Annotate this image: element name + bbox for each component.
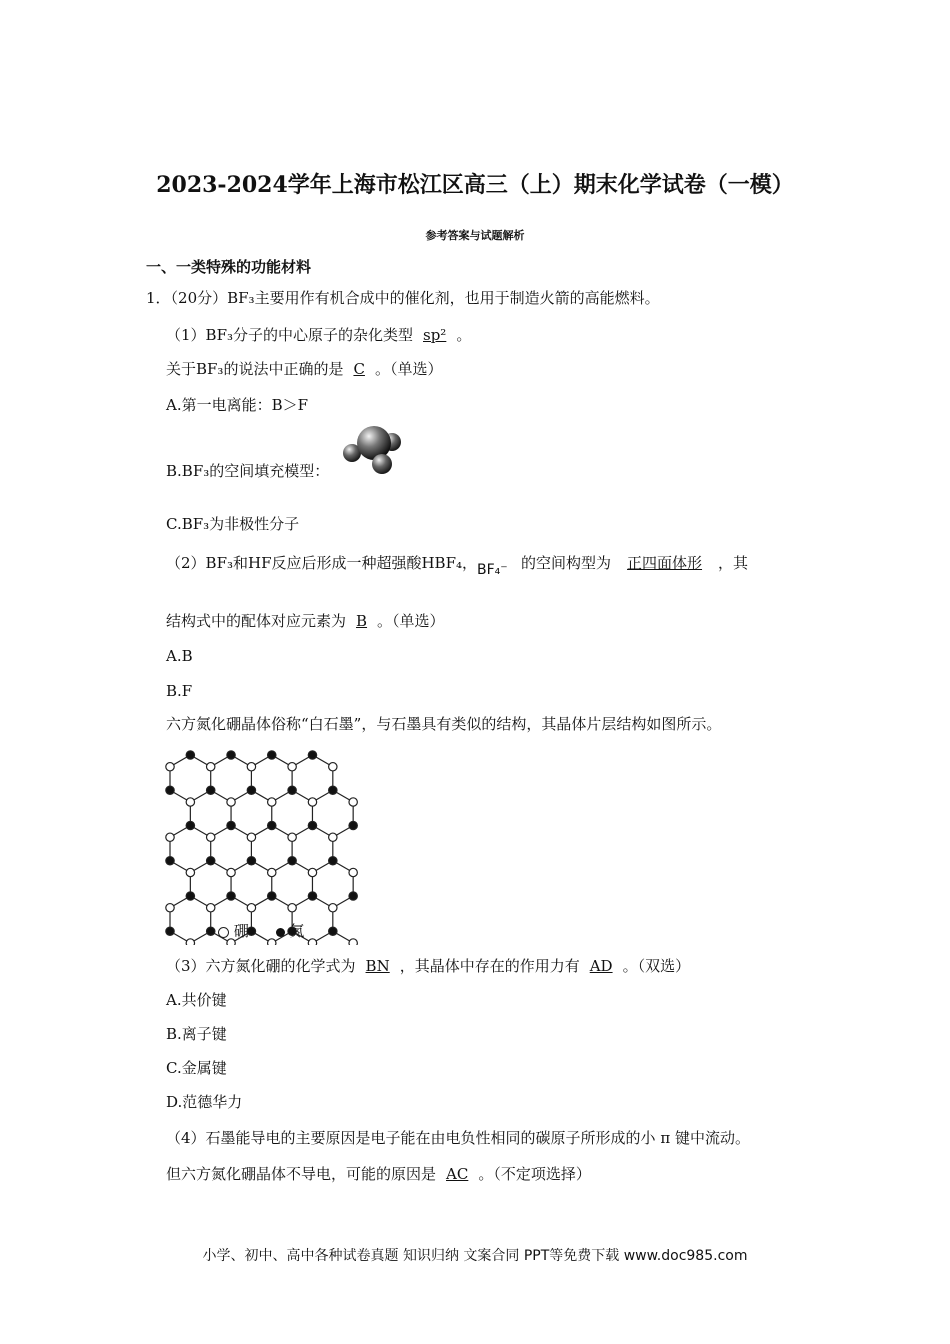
nitrogen-atom (227, 821, 235, 829)
nitrogen-atom (349, 892, 357, 900)
nitrogen-atom (329, 857, 337, 865)
boron-atom (268, 798, 276, 806)
boron-atom (207, 763, 215, 771)
nitrogen-atom (166, 786, 174, 794)
part1b-suffix: 。（单选） (374, 360, 443, 378)
question-stem: 1．（20分）BF₃主要用作有机合成中的催化剂，也用于制造火箭的高能燃料。 (146, 289, 660, 307)
part4-suffix: 。（不定项选择） (478, 1165, 591, 1183)
part4-prefix: 但六方氮化硼晶体不导电，可能的原因是 (166, 1165, 437, 1183)
boron-atom (288, 763, 296, 771)
part4-line1: （4）石墨能导电的主要原因是电子能在由电负性相同的碳原子所形成的小 π 键中流动。 (166, 1129, 750, 1147)
boron-atom (268, 868, 276, 876)
boron-atom (186, 798, 194, 806)
nitrogen-atom (166, 927, 174, 935)
nitrogen-atom (227, 751, 235, 759)
page-title: 2023-2024学年上海市松江区高三（上）期末化学试卷（一模） (156, 172, 794, 198)
nitrogen-atom (268, 751, 276, 759)
part3-mid: ，其晶体中存在的作用力有 (399, 957, 580, 975)
part2-mid: 的空间构型为 (521, 554, 612, 572)
boron-atom (227, 798, 235, 806)
boron-atom (166, 904, 174, 912)
option-a: A.第一电离能：B＞F (166, 396, 309, 414)
part3-option-a: A.共价键 (166, 991, 227, 1009)
part2b-prefix: 结构式中的配体对应元素为 (166, 612, 347, 630)
boron-atom (166, 833, 174, 841)
bf4-ion: BF₄⁻ (477, 562, 508, 578)
part2-option-b: B.F (166, 682, 193, 700)
boron-atom (247, 763, 255, 771)
boron-atom (308, 868, 316, 876)
part1-line (166, 325, 471, 345)
nitrogen-atom (207, 857, 215, 865)
part2b-line (166, 611, 445, 631)
boron-atom (329, 763, 337, 771)
legend-boron: 硼 (233, 922, 249, 940)
part2-line (166, 553, 749, 578)
part3-prefix: （3）六方氮化硼的化学式为 (166, 957, 356, 975)
nitrogen-atom (329, 786, 337, 794)
legend-nitrogen: 氮 (289, 922, 305, 940)
page-subtitle: 参考答案与试题解析 (425, 229, 525, 242)
option-c: C.BF₃为非极性分子 (166, 515, 300, 533)
boron-legend-icon (218, 927, 229, 938)
part3-line (166, 956, 690, 976)
boron-atom (349, 939, 357, 945)
nitrogen-atom (349, 821, 357, 829)
part2-answer: 正四面体形 (627, 554, 703, 572)
part1b-answer: C (353, 360, 365, 378)
boron-atom (247, 833, 255, 841)
nitrogen-atom (308, 821, 316, 829)
boron-atom (166, 763, 174, 771)
nitrogen-atom (308, 751, 316, 759)
nitrogen-atom (227, 892, 235, 900)
section-heading: 一、一类特殊的功能材料 (146, 258, 312, 276)
nitrogen-atom (288, 857, 296, 865)
part4-line2 (166, 1164, 591, 1184)
boron-atom (207, 833, 215, 841)
part2-suffix: ，其 (718, 554, 749, 572)
nitrogen-atom (186, 892, 194, 900)
nitrogen-atom (329, 927, 337, 935)
nitrogen-legend-icon (276, 928, 285, 937)
part2-prefix: （2）BF₃和HF反应后形成一种超强酸HBF₄， (166, 554, 478, 572)
boron-atom (207, 904, 215, 912)
boron-atom (227, 868, 235, 876)
bn-lattice-diagram (158, 745, 378, 945)
boron-atom (308, 939, 316, 945)
part1b-prefix: 关于BF₃的说法中正确的是 (166, 360, 344, 378)
part1-suffix: 。 (456, 326, 472, 344)
boron-atom (349, 868, 357, 876)
bf3-space-filling-model (338, 422, 408, 480)
part3-option-d: D.范德华力 (166, 1093, 243, 1111)
nitrogen-atom (288, 786, 296, 794)
part1b-line (166, 359, 442, 379)
option-b: B.BF₃的空间填充模型： (166, 462, 330, 480)
nitrogen-atom (308, 892, 316, 900)
nitrogen-atom (186, 821, 194, 829)
nitrogen-atom (166, 857, 174, 865)
part1-answer: sp² (423, 326, 447, 344)
part1-prefix: （1）BF₃分子的中心原子的杂化类型 (166, 326, 413, 344)
part4-answer: AC (446, 1165, 469, 1183)
boron-atom (186, 939, 194, 945)
part2b-suffix: 。（单选） (377, 612, 445, 630)
boron-atom (247, 904, 255, 912)
nitrogen-atom (247, 857, 255, 865)
part3-option-c: C.金属键 (166, 1059, 227, 1077)
part3-option-b: B.离子键 (166, 1025, 227, 1043)
nitrogen-atom (268, 892, 276, 900)
nitrogen-atom (186, 751, 194, 759)
boron-atom (288, 904, 296, 912)
part3-answer-formula: BN (365, 957, 390, 975)
boron-atom (329, 833, 337, 841)
nitrogen-atom (268, 821, 276, 829)
boron-atom (349, 798, 357, 806)
nitrogen-atom (207, 786, 215, 794)
part3-answer-forces: AD (589, 957, 613, 975)
boron-atom (186, 868, 194, 876)
lattice-legend (218, 920, 304, 941)
part2b-answer: B (356, 612, 368, 630)
boron-atom (288, 833, 296, 841)
nitrogen-atom (247, 786, 255, 794)
bn-intro: 六方氮化硼晶体俗称“白石墨”，与石墨具有类似的结构，其晶体片层结构如图所示。 (166, 715, 722, 733)
part2-option-a: A.B (166, 647, 193, 665)
page-footer: 小学、初中、高中各种试卷真题 知识归纳 文案合同 PPT等免费下载 www.doc985.com (202, 1248, 748, 1264)
boron-atom (329, 904, 337, 912)
nitrogen-atom (207, 927, 215, 935)
boron-atom (308, 798, 316, 806)
part3-suffix: 。（双选） (622, 957, 691, 975)
